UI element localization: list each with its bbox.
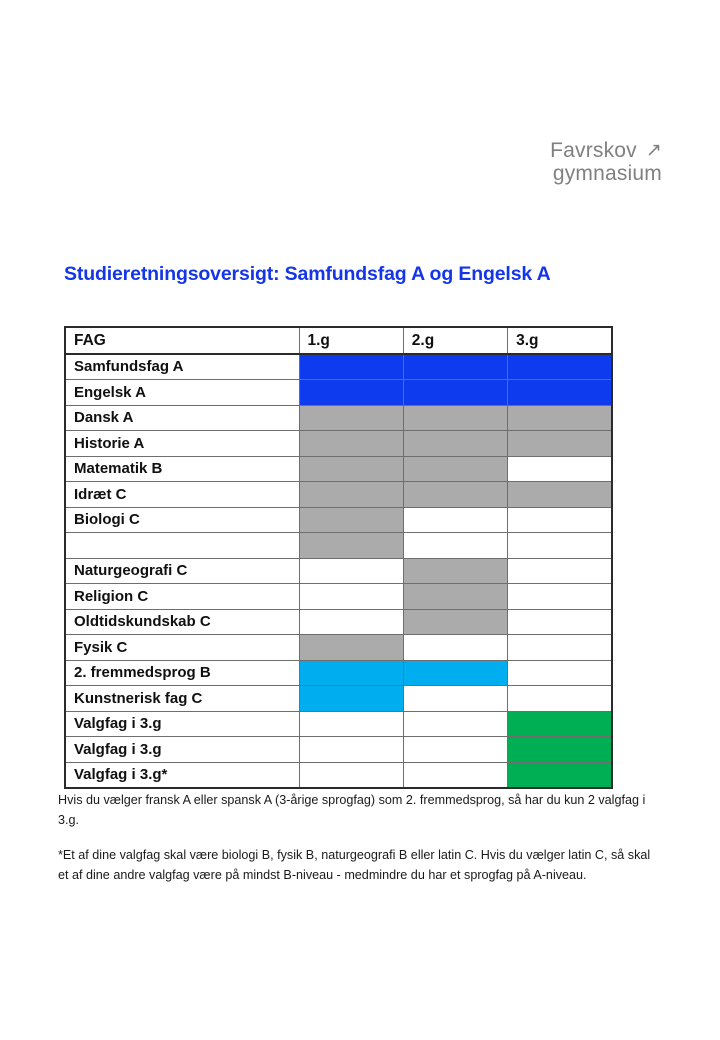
subject-label: Biologi C <box>65 507 299 533</box>
subject-label: Idræt C <box>65 482 299 508</box>
year-cell-1.g <box>299 558 403 584</box>
year-cell-2.g <box>403 635 507 661</box>
year-cell-1.g <box>299 533 403 559</box>
subject-label: Kunstnerisk fag C <box>65 686 299 712</box>
year-cell-2.g <box>403 354 507 380</box>
year-cell-3.g <box>508 660 612 686</box>
page-title: Studieretningsoversigt: Samfundsfag A og Engelsk A <box>64 263 551 285</box>
footnotes <box>58 791 658 885</box>
year-cell-3.g <box>508 609 612 635</box>
column-header-subject: FAG <box>65 327 299 354</box>
year-cell-1.g <box>299 635 403 661</box>
subject-label: Valgfag i 3.g <box>65 737 299 763</box>
year-cell-3.g <box>508 507 612 533</box>
table-row <box>65 609 612 635</box>
year-cell-3.g <box>508 686 612 712</box>
year-cell-2.g <box>403 584 507 610</box>
table-row <box>65 380 612 406</box>
year-cell-3.g <box>508 431 612 457</box>
table-row <box>65 354 612 380</box>
year-cell-3.g <box>508 380 612 406</box>
year-cell-1.g <box>299 405 403 431</box>
table-row <box>65 482 612 508</box>
year-cell-1.g <box>299 584 403 610</box>
year-cell-1.g <box>299 354 403 380</box>
column-header-year: 2.g <box>403 327 507 354</box>
study-program-table-container <box>64 326 611 789</box>
year-cell-2.g <box>403 482 507 508</box>
column-header-year: 3.g <box>508 327 612 354</box>
year-cell-1.g <box>299 456 403 482</box>
column-header-year: 1.g <box>299 327 403 354</box>
favrskov-gymnasium-logo <box>550 140 662 185</box>
arrow-up-right-icon: ↗ <box>645 140 662 161</box>
year-cell-2.g <box>403 737 507 763</box>
subject-label: 2. fremmedsprog B <box>65 660 299 686</box>
table-row <box>65 762 612 788</box>
year-cell-1.g <box>299 482 403 508</box>
table-row <box>65 686 612 712</box>
table-row <box>65 431 612 457</box>
subject-label <box>65 533 299 559</box>
year-cell-2.g <box>403 686 507 712</box>
table-row <box>65 584 612 610</box>
table-row <box>65 711 612 737</box>
year-cell-3.g <box>508 533 612 559</box>
subject-label: Oldtidskundskab C <box>65 609 299 635</box>
year-cell-3.g <box>508 711 612 737</box>
year-cell-3.g <box>508 635 612 661</box>
subject-label: Fysik C <box>65 635 299 661</box>
year-cell-3.g <box>508 584 612 610</box>
table-row <box>65 558 612 584</box>
year-cell-3.g <box>508 405 612 431</box>
table-row <box>65 635 612 661</box>
year-cell-3.g <box>508 737 612 763</box>
logo-line-one <box>550 140 662 163</box>
year-cell-2.g <box>403 431 507 457</box>
subject-label: Religion C <box>65 584 299 610</box>
subject-label: Matematik B <box>65 456 299 482</box>
year-cell-1.g <box>299 686 403 712</box>
year-cell-3.g <box>508 762 612 788</box>
year-cell-1.g <box>299 762 403 788</box>
footnote-language-choice: Hvis du vælger fransk A eller spansk A (3-årige sprogfag) som 2. fremmedsprog, så har du kun 2 valgfag i 3.g. <box>58 793 646 827</box>
table-row <box>65 405 612 431</box>
study-program-table <box>64 326 613 789</box>
year-cell-3.g <box>508 558 612 584</box>
year-cell-2.g <box>403 533 507 559</box>
year-cell-1.g <box>299 431 403 457</box>
year-cell-2.g <box>403 405 507 431</box>
year-cell-1.g <box>299 660 403 686</box>
subject-label: Historie A <box>65 431 299 457</box>
table-row <box>65 660 612 686</box>
year-cell-2.g <box>403 762 507 788</box>
year-cell-2.g <box>403 558 507 584</box>
table-row <box>65 737 612 763</box>
year-cell-3.g <box>508 354 612 380</box>
table-row <box>65 456 612 482</box>
subject-label: Valgfag i 3.g <box>65 711 299 737</box>
year-cell-3.g <box>508 482 612 508</box>
year-cell-1.g <box>299 737 403 763</box>
year-cell-1.g <box>299 711 403 737</box>
table-row <box>65 507 612 533</box>
logo-text-gymnasium: gymnasium <box>552 161 662 185</box>
table-row <box>65 533 612 559</box>
year-cell-2.g <box>403 711 507 737</box>
year-cell-1.g <box>299 380 403 406</box>
subject-label: Samfundsfag A <box>65 354 299 380</box>
year-cell-2.g <box>403 456 507 482</box>
year-cell-1.g <box>299 609 403 635</box>
year-cell-2.g <box>403 507 507 533</box>
year-cell-2.g <box>403 660 507 686</box>
subject-label: Dansk A <box>65 405 299 431</box>
table-header-row <box>65 327 612 354</box>
year-cell-2.g <box>403 609 507 635</box>
logo-text-favrskov: Favrskov <box>550 139 637 162</box>
subject-label: Naturgeografi C <box>65 558 299 584</box>
year-cell-1.g <box>299 507 403 533</box>
subject-label: Engelsk A <box>65 380 299 406</box>
year-cell-2.g <box>403 380 507 406</box>
year-cell-3.g <box>508 456 612 482</box>
footnote-elective-requirements: *Et af dine valgfag skal være biologi B, fysik B, naturgeografi B eller latin C. Hvis du vælger latin C, så skal et af dine andre valgfag være på mindst B-niveau - medmindre du har et sprogfag på A-niveau. <box>58 848 651 882</box>
subject-label: Valgfag i 3.g* <box>65 762 299 788</box>
